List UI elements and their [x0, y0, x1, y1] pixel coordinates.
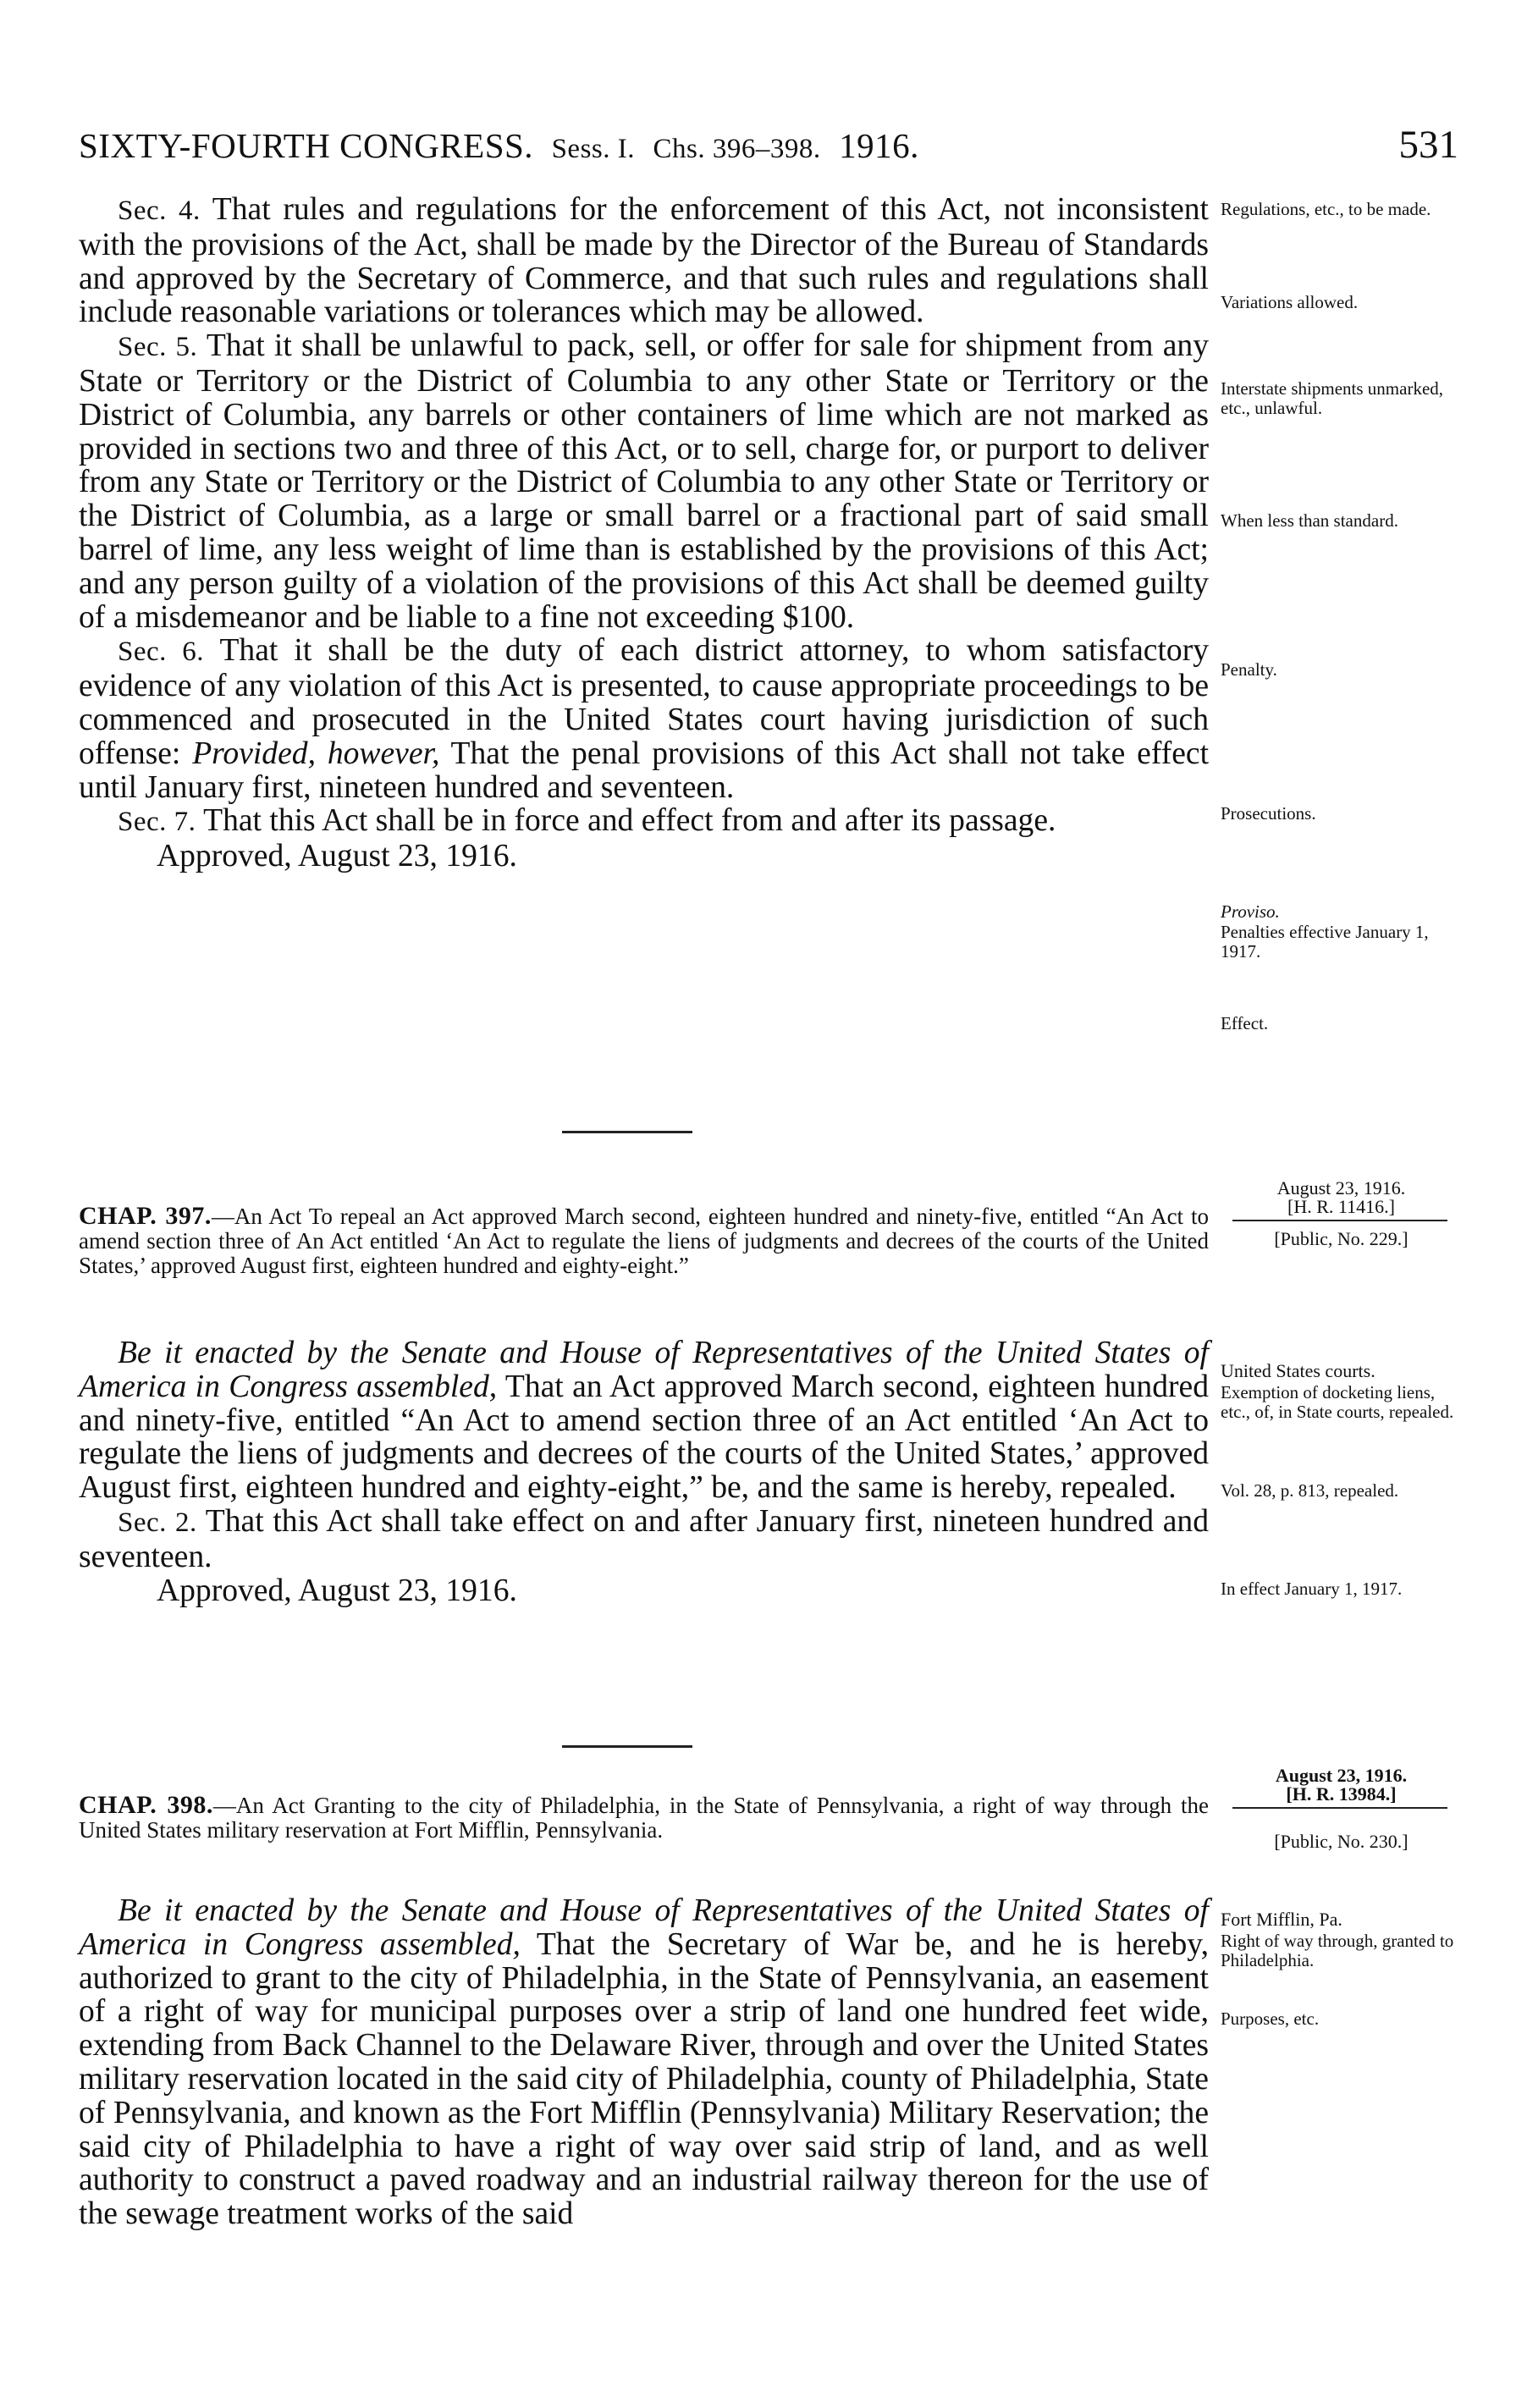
running-head-text	[79, 125, 919, 166]
year-label: 1916.	[839, 126, 919, 165]
note-regulations: Regulations, etc., to be made.	[1221, 199, 1431, 219]
note-proviso: Proviso.	[1221, 901, 1280, 922]
note-interstate: Interstate shipments unmarked, etc., unlawful.	[1221, 378, 1444, 418]
note-when-less: When less than standard.	[1221, 510, 1398, 531]
note-penalties: Penalties effective January 1, 1917.	[1221, 922, 1429, 962]
chap398-public: [Public, No. 230.]	[1274, 1831, 1409, 1852]
chap397-enacting: Be it enacted by the Senate and House of Representatives of the United States of America in Congress assembled, That an Act approved March second, eighteen hundred and ninety-five, entitled “An Act to amend section three of an Act entitled ‘An Act to regulate the liens of judgments and decrees of the courts of the United States,’ approved August first, eighteen hundred and eighty-eight,” be, and the same is hereby, repealed.	[79, 1336, 1209, 1506]
chap398-side-rule	[1232, 1807, 1447, 1809]
section-5: Sec. 5. That it shall be unlawful to pack, sell, or offer for sale for shipment from any State or Territory or the District of Columbia to any other State or Territory or the District of Columbia, any barrels or other containers of lime which are not marked as provided in sections two and three of this Act, or to sell, charge for, or purport to deliver from any State or Territory or the District of Columbia to any other State or Territory or the District of Columbia, as a large or small barrel or a fractional part of said small barrel of lime, any less weight of lime than is established by the provisions of this Act; and any person guilty of a violation of the provisions of this Act shall be deemed guilty of a misdemeanor and be liable to a fine not exceeding $100.	[79, 328, 1210, 635]
note-exemption: Exemption of docketing liens, etc., of, in State courts, repealed.	[1221, 1382, 1454, 1422]
session-label: Sess. I.	[551, 134, 635, 164]
chap397-section-2: Sec. 2. That this Act shall take effect on and after January first, nineteen hundred and seventeen.	[79, 1503, 1209, 1574]
chap398-title: CHAP. 398.—An Act Granting to the city of Philadelphia, in the State of Pennsylvania, a right of way through the United States military reservation at Fort Mifflin, Pennsylvania.	[79, 1791, 1209, 1843]
chap397-date: August 23, 1916.	[1276, 1177, 1406, 1198]
chapters-label: Chs. 396–398.	[653, 134, 821, 164]
note-variations: Variations allowed.	[1221, 292, 1359, 312]
chap397-hr: [H. R. 11416.]	[1287, 1196, 1395, 1217]
chap397-public: [Public, No. 229.]	[1274, 1228, 1409, 1249]
chap397-side-rule	[1232, 1220, 1447, 1221]
note-penalty: Penalty.	[1221, 659, 1277, 680]
chap398-body	[79, 1894, 1209, 2231]
note-fort: Fort Mifflin, Pa.	[1221, 1909, 1342, 1930]
page-number: 531	[1398, 123, 1458, 167]
chapter-divider-2	[562, 1745, 692, 1748]
note-right: Right of way through, granted to Philadelphia.	[1221, 1931, 1454, 1970]
chap398-date: August 23, 1916.	[1275, 1765, 1408, 1786]
previous-chapter-sections	[79, 193, 1209, 873]
note-purposes: Purposes, etc.	[1221, 2009, 1320, 2029]
congress-label: SIXTY-FOURTH CONGRESS.	[79, 126, 534, 165]
chap397-title: CHAP. 397.—An Act To repeal an Act approved March second, eighteen hundred and ninety-five, entitled “An Act to amend section three of An Act entitled ‘An Act to regulate the liens of judgments and decrees of the courts of the United States,’ approved August first, eighteen hundred and eighty-eight.”	[79, 1202, 1209, 1278]
chap398-hr: [H. R. 13984.]	[1286, 1783, 1397, 1805]
running-head	[79, 125, 1458, 176]
section-4: Sec. 4. That rules and regulations for the enforcement of this Act, not inconsistent with the provisions of the Act, shall be made by the Director of the Bureau of Standards and approved by the Secretary of Commerce, and that such rules and regulations shall include reasonable variations or tolerances which may be allowed.	[79, 192, 1209, 330]
note-prosecutions: Prosecutions.	[1221, 803, 1316, 824]
approved-line: Approved, August 23, 1916.	[157, 839, 517, 874]
chapter-divider	[562, 1131, 692, 1133]
note-effect: Effect.	[1221, 1013, 1269, 1033]
chap397-body	[79, 1336, 1209, 1607]
section-6: Sec. 6. That it shall be the duty of each district attorney, to whom satisfactory evidence of any violation of this Act is presented, to cause appropriate proceedings to be commenced and prosecuted in the United States court having jurisdiction of such offense: Provided, however, That the penal provisions of this Act shall not take effect until January first, nineteen hundred and seventeen.	[79, 633, 1210, 805]
note-vol: Vol. 28, p. 813, repealed.	[1221, 1480, 1399, 1501]
note-in-effect: In effect January 1, 1917.	[1221, 1579, 1403, 1599]
section-7: Sec. 7. That this Act shall be in force and effect from and after its passage.	[118, 803, 1056, 839]
chap397-approved: Approved, August 23, 1916.	[157, 1573, 517, 1608]
note-courts: United States courts.	[1221, 1360, 1375, 1381]
chap398-enacting: Be it enacted by the Senate and House of Representatives of the United States of America in Congress assembled, That the Secretary of War be, and he is hereby, authorized to grant to the city of Philadelphia, in the State of Pennsylvania, an easement of a right of way for municipal purposes over a strip of land one hundred feet wide, extending from Back Channel to the Delaware River, through and over the United States military reservation located in the said city of Philadelphia, county of Philadelphia, State of Pennsylvania, and known as the Fort Mifflin (Pennsylvania) Military Reservation; the said city of Philadelphia to have a right of way over said strip of land, and as well authority to construct a paved roadway and an industrial railway thereon for the use of the sewage treatment works of the said	[79, 1893, 1209, 2232]
